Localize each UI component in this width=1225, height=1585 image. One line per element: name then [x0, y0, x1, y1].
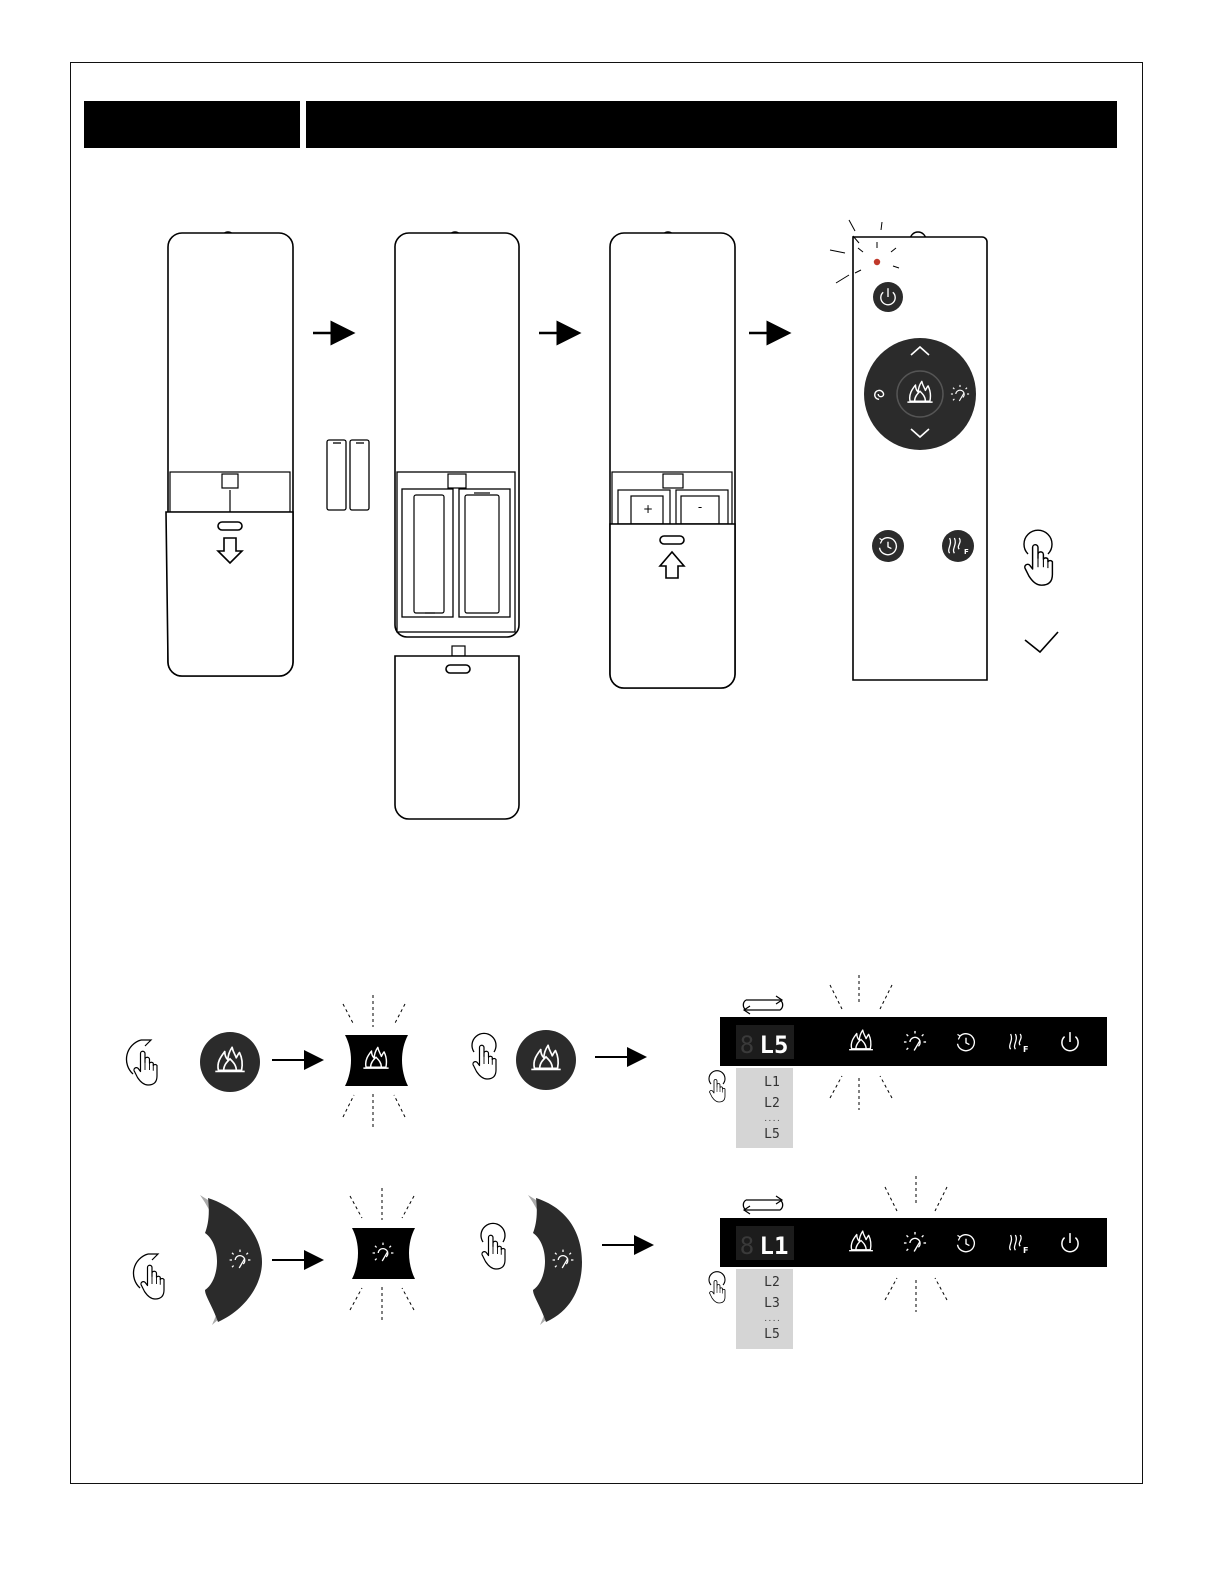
- battery-plus-label: +: [642, 502, 654, 516]
- ir-led: [874, 259, 880, 265]
- flame-level-item: L2: [764, 1096, 780, 1111]
- power-button[interactable]: [873, 282, 903, 312]
- battery-minus-label: -: [697, 500, 703, 514]
- heat-button[interactable]: [942, 530, 974, 562]
- display-dim-digit: 8: [739, 1232, 755, 1260]
- press-hand-levels-flame: [709, 1071, 725, 1102]
- panel-heat-f-label: F: [1023, 1246, 1029, 1255]
- flame-button[interactable]: [200, 1032, 260, 1092]
- remote-back-open: [395, 232, 519, 637]
- flame-level-item: L5: [764, 1127, 780, 1142]
- brightness-level-item: L5: [764, 1327, 780, 1342]
- aa-batteries: [327, 440, 369, 510]
- rotate-press-hand-icon: [126, 1040, 157, 1085]
- press-hand-icon-flame: [472, 1033, 496, 1079]
- control-wheel[interactable]: [864, 338, 976, 450]
- battery-cover: [395, 646, 519, 819]
- brightness-level-ellipsis: ....: [763, 1315, 781, 1323]
- brightness-highlight: [350, 1188, 415, 1321]
- display-brightness-level: L1: [759, 1232, 789, 1260]
- control-panel-brightness: [709, 1176, 1107, 1349]
- flame-level-item: L1: [764, 1075, 780, 1090]
- tap-hand-icon: [1024, 530, 1052, 585]
- press-hand-levels-bright: [709, 1272, 725, 1303]
- brightness-level-item: L2: [764, 1275, 780, 1290]
- brightness-wheel-segment-2[interactable]: [528, 1195, 582, 1325]
- timer-button[interactable]: [872, 530, 904, 562]
- remote-back-batteries-in: [610, 232, 735, 688]
- brightness-wheel-segment[interactable]: [200, 1195, 262, 1325]
- flame-level-ellipsis: ....: [763, 1115, 781, 1123]
- display-dim-digit: 8: [739, 1031, 755, 1059]
- checkmark-icon: [1025, 632, 1058, 652]
- rotate-press-hand-icon-2: [133, 1254, 164, 1299]
- brightness-level-item: L3: [764, 1296, 780, 1311]
- flame-button-2[interactable]: [516, 1030, 576, 1090]
- flame-highlight: [343, 995, 408, 1128]
- press-hand-icon-bright: [481, 1223, 505, 1269]
- display-flame-level: L5: [759, 1031, 789, 1059]
- heat-f-label: F: [964, 548, 969, 556]
- panel-heat-f-label: F: [1023, 1045, 1029, 1054]
- remote-back-closed: [166, 232, 293, 676]
- remote-front: [830, 220, 987, 680]
